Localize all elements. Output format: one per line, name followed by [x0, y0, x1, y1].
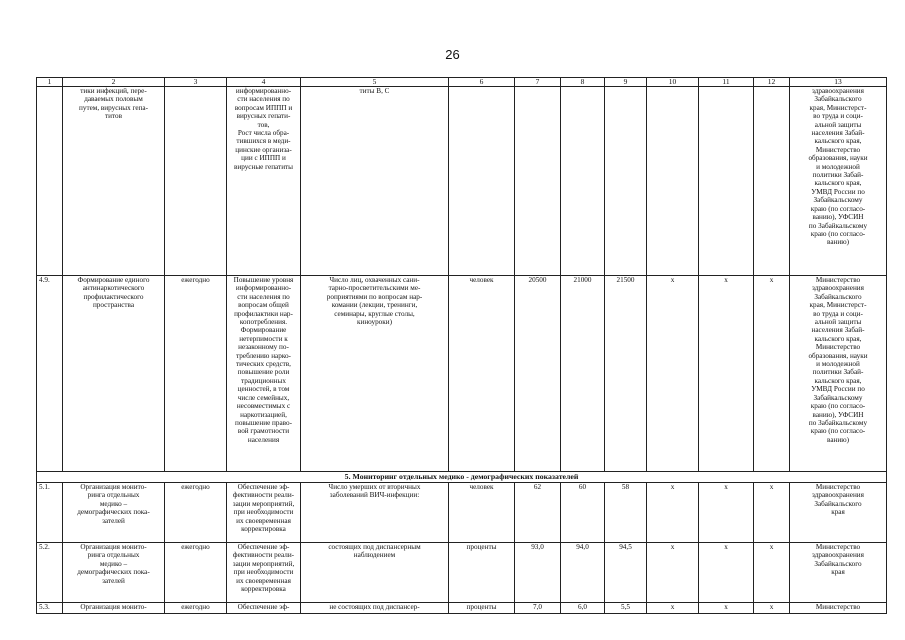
table-row: [37, 603, 887, 614]
value-col10: х: [647, 543, 699, 603]
expected-result: информированно- сти населения по вопросам ИППП и вирусных гепати- тов, Рост числа обра- тившихся в меди- цинские организа- ции с ИППП и вирусные гепатиты: [227, 87, 301, 276]
responsible: Министерство здравоохранения Забайкальского края, Министерст- во труда и соци- альной защиты населения Забай- кальского края, Министерство образования, науки и молодежной политики Забай- кальского края, УМВД России по Забайкальскому краю (по согласо- ванию), УФСИН по Забайкальскому краю (по согласо- ванию): [790, 276, 887, 472]
table-row: [37, 87, 887, 276]
row-number: 5.1.: [37, 483, 63, 543]
value-col10: х: [647, 603, 699, 614]
unit: проценты: [449, 543, 515, 603]
unit: человек: [449, 276, 515, 472]
value-col11: х: [699, 483, 754, 543]
value-col11: [699, 87, 754, 276]
responsible: Министерство здравоохранения Забайкальского края: [790, 543, 887, 603]
value-col11: х: [699, 543, 754, 603]
value-col7: 62: [515, 483, 561, 543]
value-col7: 93,0: [515, 543, 561, 603]
activity-name: Организация монито- ринга отдельных медико – демографических пока- зателей: [63, 543, 165, 603]
header-cell: 7: [515, 78, 561, 87]
section-row: [37, 472, 887, 483]
indicator: состоящих под диспансерным наблюдением: [301, 543, 449, 603]
value-col12: х: [754, 276, 790, 472]
indicator: Число лиц, охваченных сани- тарно-просветительскими ме- роприятиями по вопросам нар- комании (лекции, тренинги, семинары, круглые столы, киноуроки): [301, 276, 449, 472]
value-col9: [605, 87, 647, 276]
indicator: титы В, С: [301, 87, 449, 276]
unit: проценты: [449, 603, 515, 614]
value-col11: х: [699, 276, 754, 472]
value-col8: 6,0: [561, 603, 605, 614]
value-col9: 5,5: [605, 603, 647, 614]
row-number: 5.3.: [37, 603, 63, 614]
header-cell: 9: [605, 78, 647, 87]
page-number: 26: [445, 47, 460, 62]
table-row: [37, 483, 887, 543]
row-number: 5.2.: [37, 543, 63, 603]
expected-result: Обеспечение эф- фективности реали- зации мероприятий, при необходимости их своевременная корректировка: [227, 483, 301, 543]
value-col7: [515, 87, 561, 276]
table-row: [37, 543, 887, 603]
header-cell: 6: [449, 78, 515, 87]
activity-name: Организация монито-: [63, 603, 165, 614]
value-col12: х: [754, 603, 790, 614]
expected-result: Обеспечение эф- фективности реали- зации мероприятий, при необходимости их своевременная корректировка: [227, 543, 301, 603]
header-cell: 13: [790, 78, 887, 87]
value-col12: х: [754, 483, 790, 543]
value-col8: 21000: [561, 276, 605, 472]
value-col10: х: [647, 483, 699, 543]
header-cell: 5: [301, 78, 449, 87]
row-number: 4.9.: [37, 276, 63, 472]
responsible: Министерство: [790, 603, 887, 614]
value-col10: [647, 87, 699, 276]
deadline: ежегодно: [165, 543, 227, 603]
value-col9: 21500: [605, 276, 647, 472]
indicator: не состоящих под диспансер-: [301, 603, 449, 614]
deadline: ежегодно: [165, 603, 227, 614]
value-col10: х: [647, 276, 699, 472]
header-cell: 3: [165, 78, 227, 87]
header-cell: 11: [699, 78, 754, 87]
deadline: ежегодно: [165, 276, 227, 472]
table-row: [37, 276, 887, 472]
header-cell: 12: [754, 78, 790, 87]
activity-name: Организация монито- ринга отдельных медико – демографических пока- зателей: [63, 483, 165, 543]
header-cell: 10: [647, 78, 699, 87]
header-cell: 8: [561, 78, 605, 87]
value-col11: х: [699, 603, 754, 614]
responsible: Министерство здравоохранения Забайкальского края: [790, 483, 887, 543]
value-col7: 7,0: [515, 603, 561, 614]
value-col7: 20500: [515, 276, 561, 472]
expected-result: Повышение уровня информированно- сти населения по вопросам общей профилактики нар- копотребления. Формирование нетерпимости к незаконному по- треблению нарко- тических средств, повышение роли традиционных ценностей, в том числе семейных, несовместимых с наркотизацией, повышение право- вой грамотности населения: [227, 276, 301, 472]
program-table: [36, 77, 887, 614]
activity-name: Формирование единого антинаркотического профилактического пространства: [63, 276, 165, 472]
activity-name: тики инфекций, пере- даваемых половым путем, вирусных гепа- титов: [63, 87, 165, 276]
value-col8: 94,0: [561, 543, 605, 603]
deadline: ежегодно: [165, 483, 227, 543]
value-col8: [561, 87, 605, 276]
section-title: 5. Мониторинг отдельных медико - демографических показателей: [37, 472, 887, 483]
unit: человек: [449, 483, 515, 543]
unit: [449, 87, 515, 276]
deadline: [165, 87, 227, 276]
value-col9: 94,5: [605, 543, 647, 603]
header-cell: 1: [37, 78, 63, 87]
value-col9: 58: [605, 483, 647, 543]
header-cell: 4: [227, 78, 301, 87]
responsible: здравоохранения Забайкальского края, Министерст- во труда и соци- альной защиты населения Забай- кальского края, Министерство образования, науки и молодежной политики Забай- кальского края, УМВД России по Забайкальскому краю (по согласо- ванию), УФСИН по Забайкальскому краю (по согласо- ванию): [790, 87, 887, 276]
header-cell: 2: [63, 78, 165, 87]
value-col8: 60: [561, 483, 605, 543]
value-col12: [754, 87, 790, 276]
indicator: Число умерших от вторичных заболеваний ВИЧ-инфекции:: [301, 483, 449, 543]
value-col12: х: [754, 543, 790, 603]
expected-result: Обеспечение эф-: [227, 603, 301, 614]
header-row: [37, 78, 887, 87]
row-number: [37, 87, 63, 276]
